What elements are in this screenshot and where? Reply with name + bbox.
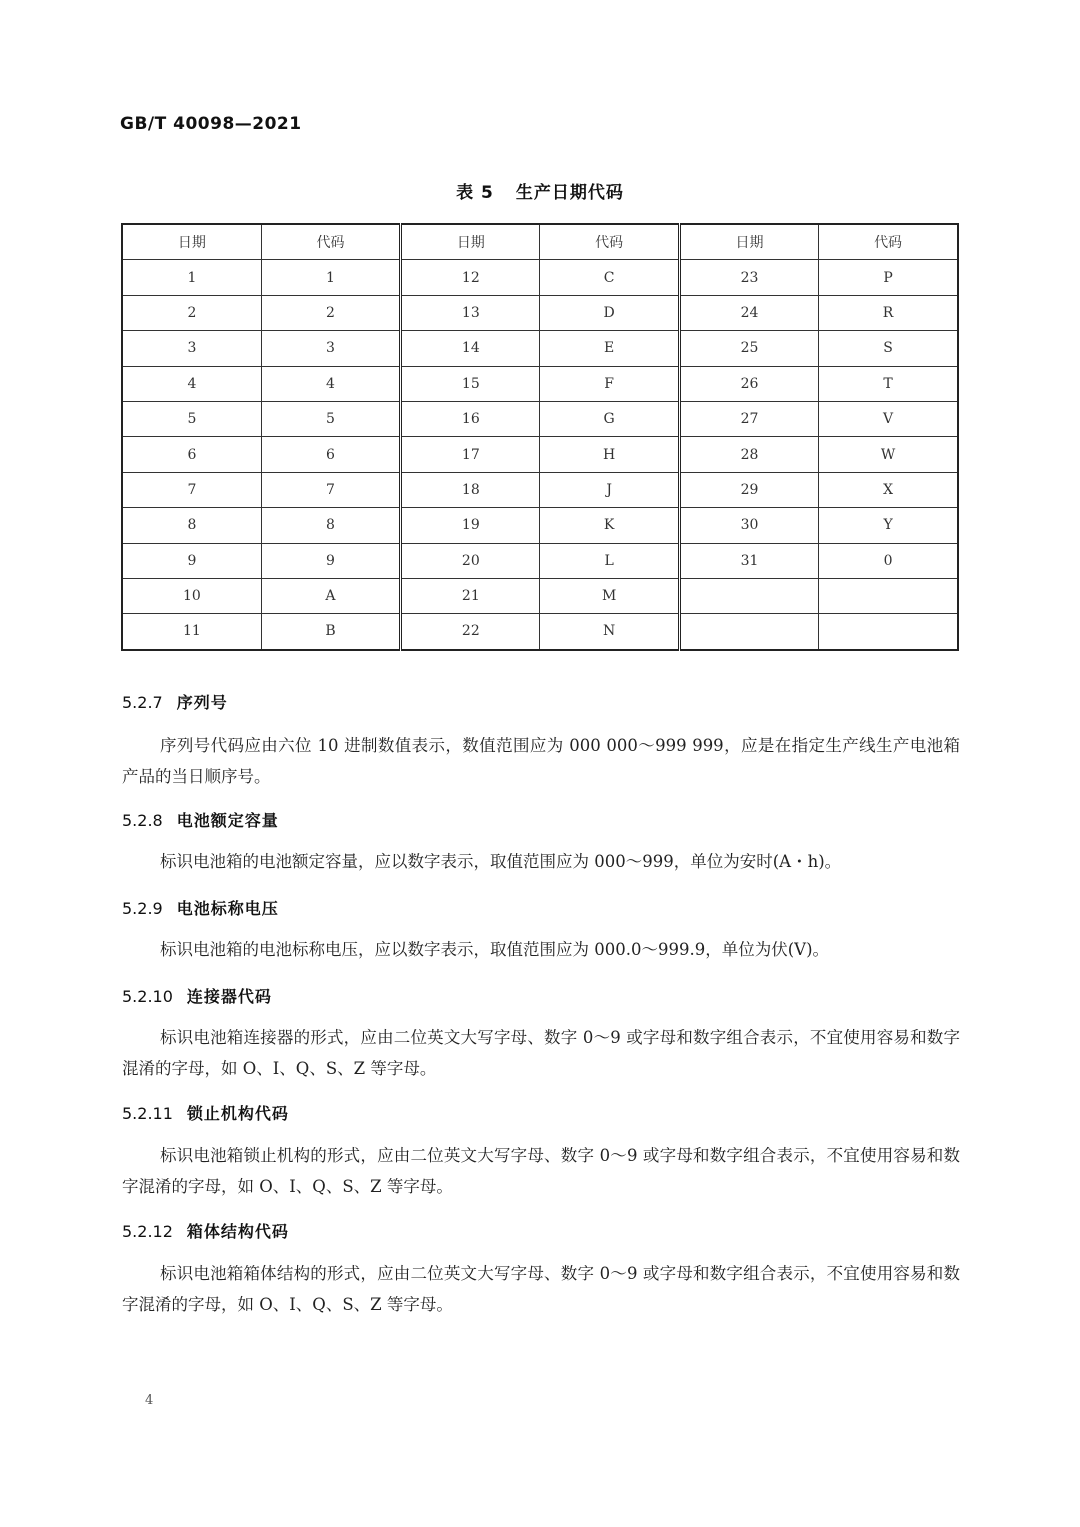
section-paragraph: 标识电池箱箱体结构的形式，应由二位英文大写字母、数字 0～9 或字母和数字组合表示，不宜使用容易和数字混淆的字母，如 O、I、Q、S、Z 等字母。 [122, 1264, 960, 1314]
section-title: 连接器代码 [186, 987, 272, 1006]
code-cell: A [261, 578, 400, 613]
code-cell: 0 [819, 543, 958, 578]
section-title: 电池标称电压 [176, 899, 279, 918]
date-cell: 17 [401, 437, 540, 472]
section-title: 锁止机构代码 [186, 1104, 289, 1123]
section-title: 电池额定容量 [176, 811, 279, 830]
page-number: 4 [145, 1393, 154, 1408]
date-cell: 27 [679, 401, 818, 436]
date-cell: 15 [401, 366, 540, 401]
code-cell: N [540, 614, 679, 650]
code-cell: W [819, 437, 958, 472]
table-row [122, 331, 958, 366]
date-cell: 8 [122, 508, 261, 543]
section-heading [122, 984, 272, 1007]
date-cell: 21 [401, 578, 540, 613]
section-paragraph: 标识电池箱的电池额定容量，应以数字表示，取值范围应为 000～999，单位为安时(A・h)。 [160, 852, 842, 871]
section-title: 箱体结构代码 [186, 1222, 289, 1241]
section-number: 5.2.11 [122, 1104, 173, 1123]
date-cell: 22 [401, 614, 540, 650]
table-row [122, 295, 958, 330]
header-date: 日期 [122, 224, 261, 260]
date-cell: 12 [401, 260, 540, 295]
section-number: 5.2.10 [122, 987, 173, 1006]
header-code: 代码 [261, 224, 400, 260]
date-cell: 18 [401, 472, 540, 507]
code-cell: 1 [261, 260, 400, 295]
section-heading [122, 1219, 289, 1242]
section-number: 5.2.9 [122, 899, 163, 918]
code-cell: 2 [261, 295, 400, 330]
section-heading [122, 690, 228, 713]
code-cell: E [540, 331, 679, 366]
section-number: 5.2.8 [122, 811, 163, 830]
table-row [122, 543, 958, 578]
table-row [122, 472, 958, 507]
table-row [122, 508, 958, 543]
date-cell: 9 [122, 543, 261, 578]
code-cell: J [540, 472, 679, 507]
code-cell: 8 [261, 508, 400, 543]
date-cell: 29 [679, 472, 818, 507]
code-cell: R [819, 295, 958, 330]
date-cell [679, 578, 818, 613]
code-cell: X [819, 472, 958, 507]
header-date: 日期 [401, 224, 540, 260]
code-cell: D [540, 295, 679, 330]
date-cell [679, 614, 818, 650]
table-caption-number: 表 5 [456, 183, 494, 203]
table-caption [0, 178, 1080, 203]
code-cell: 3 [261, 331, 400, 366]
date-cell: 28 [679, 437, 818, 472]
date-cell: 23 [679, 260, 818, 295]
table-caption-title: 生产日期代码 [515, 183, 624, 203]
code-cell: G [540, 401, 679, 436]
section-paragraph: 标识电池箱锁止机构的形式，应由二位英文大写字母、数字 0～9 或字母和数字组合表示，不宜使用容易和数字混淆的字母，如 O、I、Q、S、Z 等字母。 [122, 1146, 960, 1196]
section-number: 5.2.12 [122, 1222, 173, 1241]
code-cell: S [819, 331, 958, 366]
section-title: 序列号 [176, 693, 228, 712]
date-cell: 25 [679, 331, 818, 366]
table-row [122, 260, 958, 295]
date-cell: 10 [122, 578, 261, 613]
code-cell: M [540, 578, 679, 613]
date-cell: 16 [401, 401, 540, 436]
table-row [122, 614, 958, 650]
code-cell: K [540, 508, 679, 543]
code-cell: 9 [261, 543, 400, 578]
table-row [122, 437, 958, 472]
table-row [122, 366, 958, 401]
code-cell [819, 614, 958, 650]
code-cell: L [540, 543, 679, 578]
section-number: 5.2.7 [122, 693, 163, 712]
date-cell: 19 [401, 508, 540, 543]
code-cell: C [540, 260, 679, 295]
date-cell: 11 [122, 614, 261, 650]
standard-number: GB/T 40098—2021 [120, 114, 302, 134]
code-cell: B [261, 614, 400, 650]
code-cell: Y [819, 508, 958, 543]
section-paragraph: 标识电池箱的电池标称电压，应以数字表示，取值范围应为 000.0～999.9，单位为伏(V)。 [160, 940, 830, 959]
section-paragraph: 序列号代码应由六位 10 进制数值表示，数值范围应为 000 000～999 999，应是在指定生产线生产电池箱产品的当日顺序号。 [122, 736, 960, 786]
date-cell: 31 [679, 543, 818, 578]
date-cell: 13 [401, 295, 540, 330]
date-cell: 24 [679, 295, 818, 330]
code-cell: P [819, 260, 958, 295]
header-code: 代码 [819, 224, 958, 260]
date-cell: 30 [679, 508, 818, 543]
date-cell: 3 [122, 331, 261, 366]
header-code: 代码 [540, 224, 679, 260]
table-header-row [122, 224, 958, 260]
date-cell: 6 [122, 437, 261, 472]
date-cell: 7 [122, 472, 261, 507]
code-cell: 6 [261, 437, 400, 472]
date-cell: 1 [122, 260, 261, 295]
date-cell: 2 [122, 295, 261, 330]
table-row [122, 578, 958, 613]
date-cell: 4 [122, 366, 261, 401]
section-heading [122, 1101, 289, 1124]
date-cell: 5 [122, 401, 261, 436]
code-cell [819, 578, 958, 613]
header-date: 日期 [679, 224, 818, 260]
code-cell: H [540, 437, 679, 472]
section-paragraph: 标识电池箱连接器的形式，应由二位英文大写字母、数字 0～9 或字母和数字组合表示，不宜使用容易和数字混淆的字母，如 O、I、Q、S、Z 等字母。 [122, 1028, 960, 1078]
date-code-table [121, 223, 959, 651]
date-cell: 26 [679, 366, 818, 401]
table-row [122, 401, 958, 436]
code-cell: 7 [261, 472, 400, 507]
section-heading [122, 808, 279, 831]
section-heading [122, 896, 279, 919]
code-cell: 4 [261, 366, 400, 401]
code-cell: 5 [261, 401, 400, 436]
code-cell: T [819, 366, 958, 401]
code-cell: V [819, 401, 958, 436]
date-cell: 20 [401, 543, 540, 578]
date-cell: 14 [401, 331, 540, 366]
code-cell: F [540, 366, 679, 401]
